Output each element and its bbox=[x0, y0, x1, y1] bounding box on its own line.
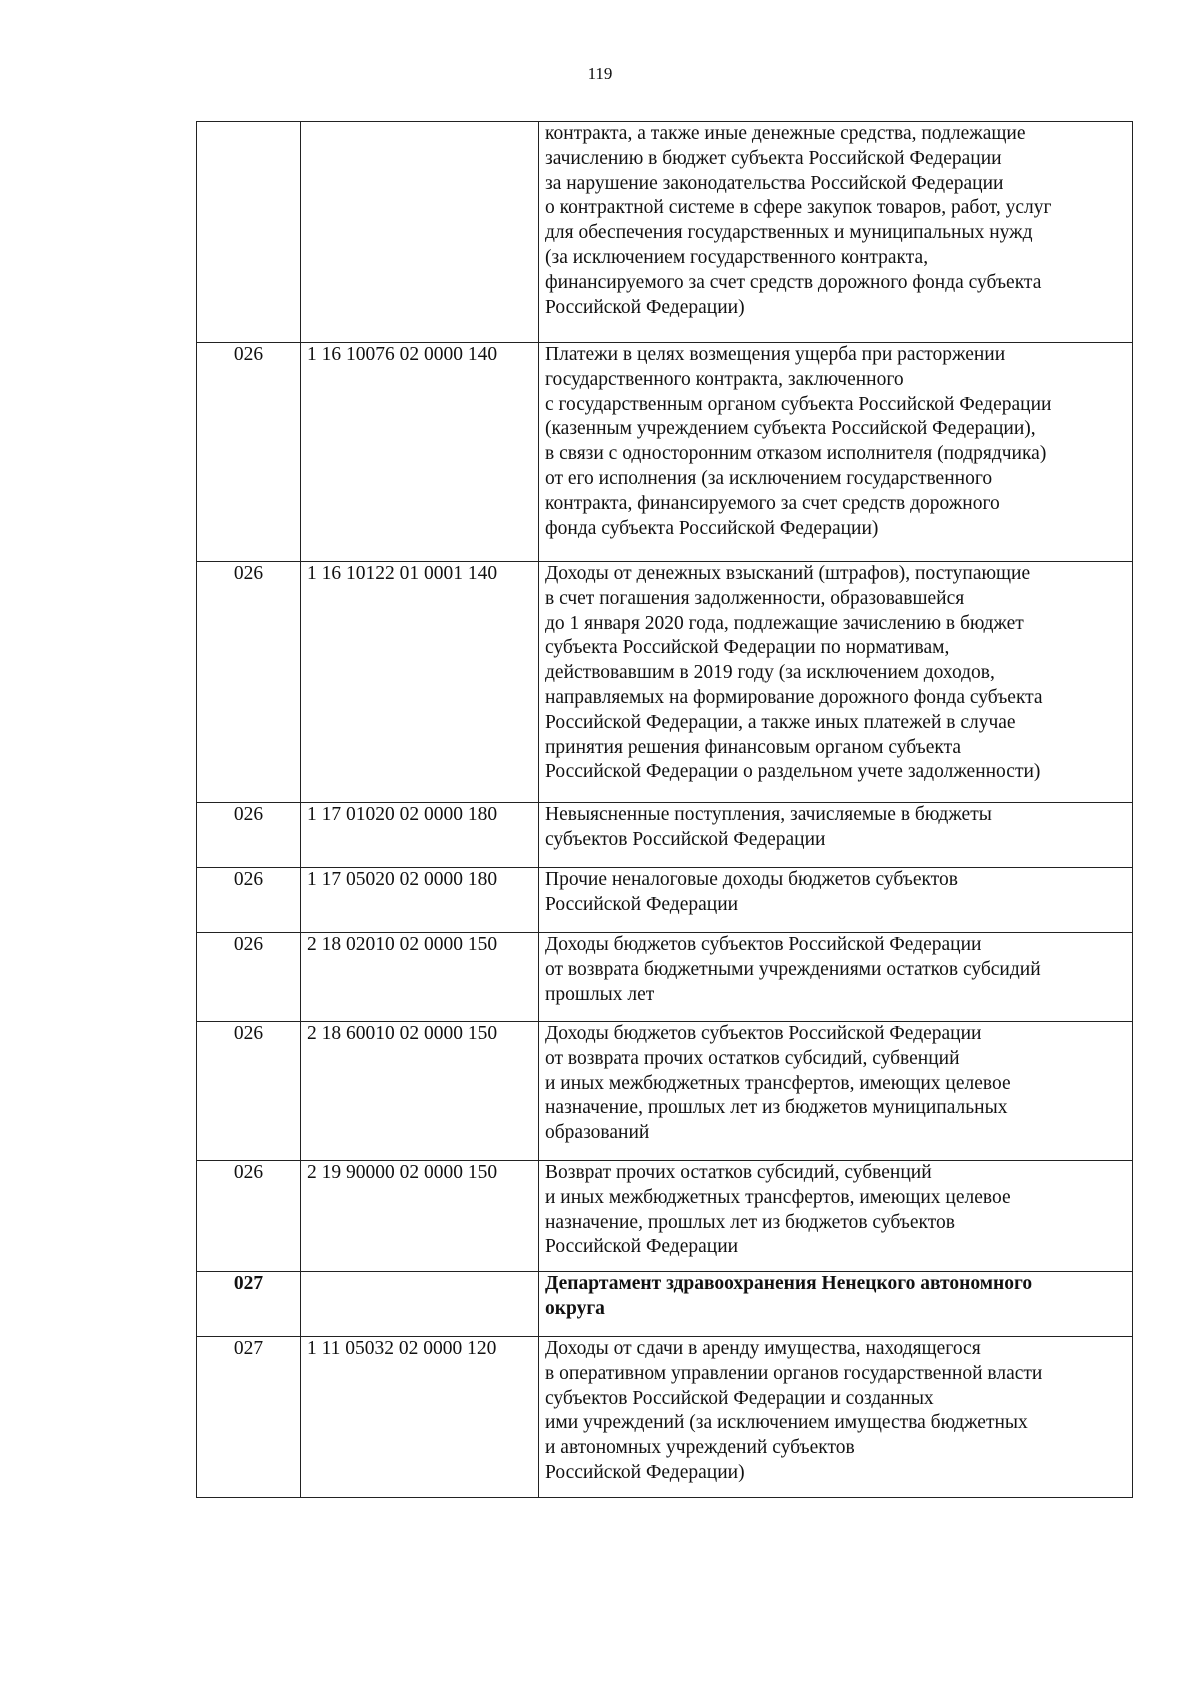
description-line: ими учреждений (за исключением имущества бюджетных bbox=[545, 1412, 1028, 1434]
description-line: от его исполнения (за исключением государственного bbox=[545, 467, 993, 489]
description-line: Департамент здравоохранения Ненецкого автономного bbox=[545, 1273, 1033, 1294]
description-line: назначение, прошлых лет из бюджетов субъектов bbox=[545, 1211, 955, 1233]
admin-code-cell: 026 bbox=[197, 1022, 301, 1161]
description-line: Доходы бюджетов субъектов Российской Федерации bbox=[545, 1023, 982, 1044]
budget-code-cell: 1 17 05020 02 0000 180 bbox=[301, 868, 539, 933]
description-line: о контрактной системе в сфере закупок товаров, работ, услуг bbox=[545, 197, 1052, 219]
budget-code-cell: 1 16 10122 01 0001 140 bbox=[301, 562, 539, 803]
admin-code-cell: 026 bbox=[197, 562, 301, 803]
description-line: Прочие неналоговые доходы бюджетов субъектов bbox=[545, 869, 958, 890]
budget-codes-table bbox=[196, 121, 1133, 1498]
budget-code-cell: 2 18 60010 02 0000 150 bbox=[301, 1022, 539, 1161]
description-line: в оперативном управлении органов государственной власти bbox=[545, 1362, 1043, 1384]
description-cell bbox=[539, 343, 1133, 562]
description-line: субъектов Российской Федерации bbox=[545, 828, 826, 850]
description-line: прошлых лет bbox=[545, 983, 655, 1005]
budget-code-cell: 2 18 02010 02 0000 150 bbox=[301, 933, 539, 1022]
description-line: Российской Федерации, а также иных платежей в случае bbox=[545, 711, 1016, 733]
description-line: и иных межбюджетных трансфертов, имеющих целевое bbox=[545, 1186, 1011, 1208]
description-line: государственного контракта, заключенного bbox=[545, 368, 904, 390]
page-number: 119 bbox=[587, 64, 613, 83]
admin-code-cell: 026 bbox=[197, 803, 301, 868]
table-row bbox=[197, 122, 1133, 343]
description-line: Российской Федерации) bbox=[545, 1461, 745, 1483]
budget-code-cell: 1 17 01020 02 0000 180 bbox=[301, 803, 539, 868]
description-line: (казенным учреждением субъекта Российской Федерации), bbox=[545, 418, 1036, 440]
description-line: для обеспечения государственных и муниципальных нужд bbox=[545, 222, 1033, 244]
table-row bbox=[197, 562, 1133, 803]
budget-code-cell bbox=[301, 1272, 539, 1337]
description-line: округа bbox=[545, 1297, 605, 1319]
admin-code-cell: 027 bbox=[197, 1337, 301, 1498]
description-line: субъектов Российской Федерации и созданных bbox=[545, 1387, 934, 1409]
budget-code-cell bbox=[301, 122, 539, 343]
description-cell bbox=[539, 1337, 1133, 1498]
description-cell bbox=[539, 1022, 1133, 1161]
description-line: финансируемого за счет средств дорожного фонда субъекта bbox=[545, 271, 1042, 293]
description-line: назначение, прошлых лет из бюджетов муниципальных bbox=[545, 1097, 1008, 1119]
description-line: Платежи в целях возмещения ущерба при расторжении bbox=[545, 344, 1006, 365]
description-line: контракта, а также иные денежные средства, подлежащие bbox=[545, 123, 1026, 144]
description-cell bbox=[539, 868, 1133, 933]
description-line: направляемых на формирование дорожного фонда субъекта bbox=[545, 686, 1043, 708]
description-line: зачислению в бюджет субъекта Российской Федерации bbox=[545, 147, 1002, 169]
description-line: Российской Федерации bbox=[545, 1236, 739, 1258]
description-cell bbox=[539, 803, 1133, 868]
table-row bbox=[197, 1022, 1133, 1161]
admin-code-cell: 026 bbox=[197, 343, 301, 562]
description-line: контракта, финансируемого за счет средств дорожного bbox=[545, 492, 1000, 514]
description-line: Невыясненные поступления, зачисляемые в бюджеты bbox=[545, 804, 992, 825]
table-row bbox=[197, 343, 1133, 562]
budget-code-cell: 1 11 05032 02 0000 120 bbox=[301, 1337, 539, 1498]
description-line: в связи с односторонним отказом исполнителя (подрядчика) bbox=[545, 443, 1047, 465]
description-line: субъекта Российской Федерации по нормативам, bbox=[545, 637, 950, 659]
table-row bbox=[197, 1161, 1133, 1272]
department-header-row bbox=[197, 1272, 1133, 1337]
description-cell bbox=[539, 933, 1133, 1022]
description-cell bbox=[539, 1161, 1133, 1272]
table-row bbox=[197, 868, 1133, 933]
description-cell bbox=[539, 562, 1133, 803]
table-row bbox=[197, 933, 1133, 1022]
description-line: до 1 января 2020 года, подлежащие зачислению в бюджет bbox=[545, 612, 1024, 634]
description-line: Доходы от сдачи в аренду имущества, находящегося bbox=[545, 1338, 981, 1359]
table-body bbox=[197, 122, 1133, 1498]
admin-code-cell: 026 bbox=[197, 868, 301, 933]
admin-code-cell: 026 bbox=[197, 933, 301, 1022]
description-line: Российской Федерации) bbox=[545, 296, 745, 318]
description-line: фонда субъекта Российской Федерации) bbox=[545, 517, 879, 539]
description-line: Возврат прочих остатков субсидий, субвенций bbox=[545, 1162, 932, 1183]
description-line: действовавшим в 2019 году (за исключением доходов, bbox=[545, 662, 995, 684]
description-line: от возврата бюджетными учреждениями остатков субсидий bbox=[545, 958, 1041, 980]
description-line: и автономных учреждений субъектов bbox=[545, 1437, 855, 1459]
description-cell bbox=[539, 122, 1133, 343]
description-line: от возврата прочих остатков субсидий, субвенций bbox=[545, 1047, 960, 1069]
table-row bbox=[197, 803, 1133, 868]
budget-code-cell: 2 19 90000 02 0000 150 bbox=[301, 1161, 539, 1272]
description-line: в счет погашения задолженности, образовавшейся bbox=[545, 587, 965, 609]
description-line: Российской Федерации о раздельном учете задолженности) bbox=[545, 761, 1041, 783]
description-line: и иных межбюджетных трансфертов, имеющих целевое bbox=[545, 1072, 1011, 1094]
description-line: (за исключением государственного контракта, bbox=[545, 246, 929, 268]
description-line: за нарушение законодательства Российской Федерации bbox=[545, 172, 1004, 194]
description-line: Доходы бюджетов субъектов Российской Федерации bbox=[545, 934, 982, 955]
budget-code-cell: 1 16 10076 02 0000 140 bbox=[301, 343, 539, 562]
description-line: принятия решения финансовым органом субъекта bbox=[545, 736, 962, 758]
table-row bbox=[197, 1337, 1133, 1498]
description-line: Доходы от денежных взысканий (штрафов), поступающие bbox=[545, 563, 1031, 584]
admin-code-cell: 027 bbox=[197, 1272, 301, 1337]
admin-code-cell bbox=[197, 122, 301, 343]
department-name-cell bbox=[539, 1272, 1133, 1337]
description-line: образований bbox=[545, 1122, 650, 1144]
admin-code-cell: 026 bbox=[197, 1161, 301, 1272]
description-line: с государственным органом субъекта Российской Федерации bbox=[545, 393, 1052, 415]
description-line: Российской Федерации bbox=[545, 893, 739, 915]
